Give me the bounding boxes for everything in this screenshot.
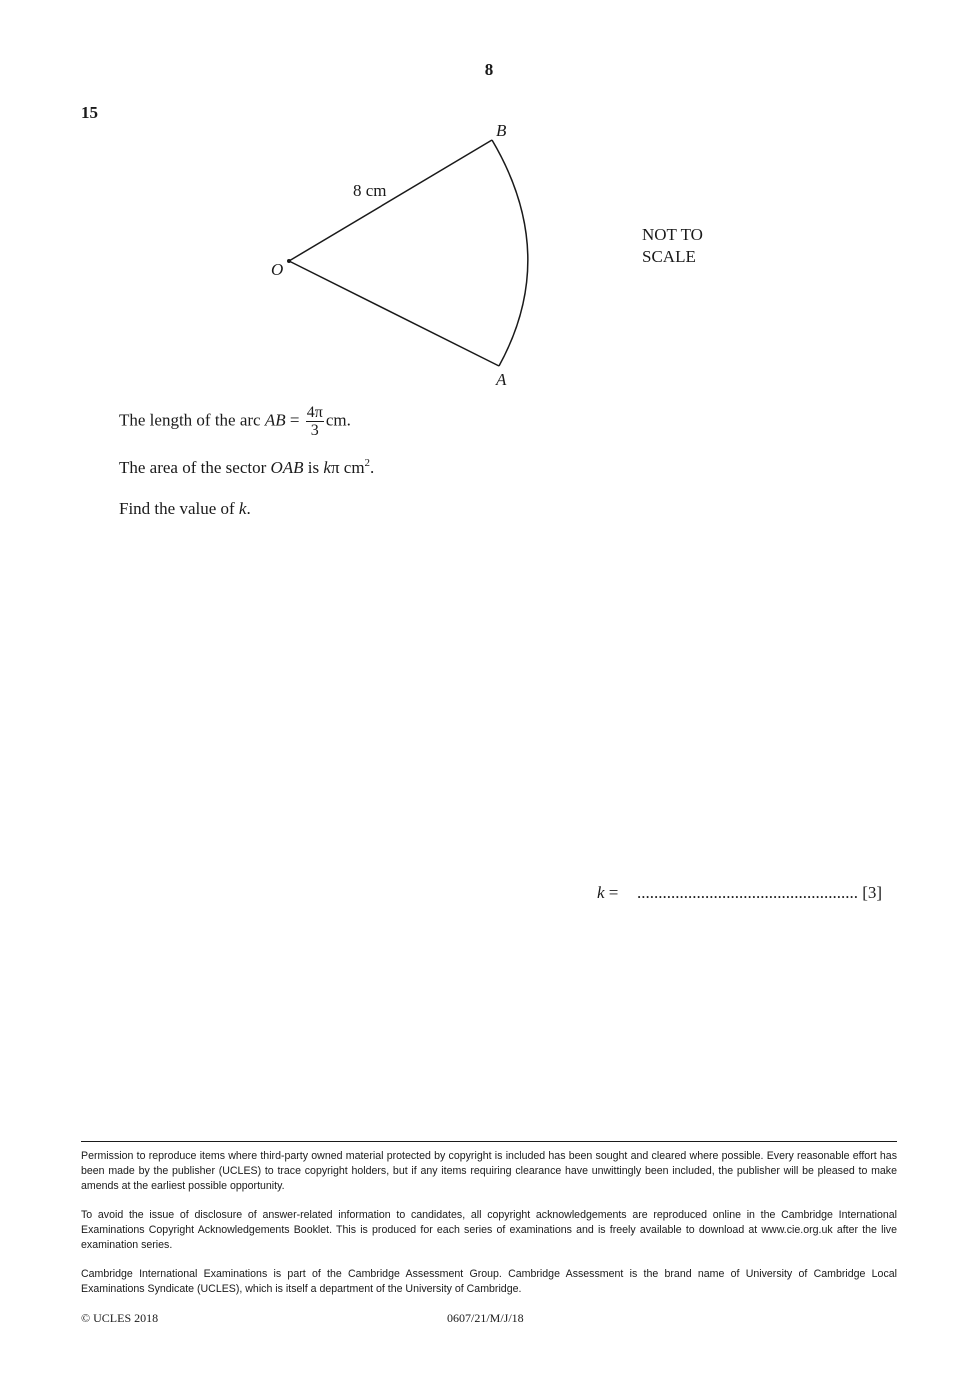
label-O: O	[271, 260, 284, 279]
marks: [3]	[862, 883, 883, 902]
footer-permission: Permission to reproduce items where third-party owned material protected by copyright is included has been sought and cleared where possible. Every reasonable effort has been made by the publisher (UCLES) to trace copyright holders, but if any items requiring clearance have unwittingly been included, the publisher will be pleased to make amends at the earliest possible opportunity.	[81, 1150, 897, 1192]
answer-label: k =	[597, 883, 619, 902]
label-A: A	[496, 370, 507, 389]
radius-OB	[289, 140, 492, 261]
point-O	[287, 259, 291, 263]
question-line-find: Find the value of k.	[119, 499, 251, 518]
not-to-scale-line1: NOT TO	[642, 225, 703, 244]
footer-divider	[81, 1141, 897, 1142]
page-number: 8	[484, 60, 494, 79]
question-number: 15	[81, 103, 98, 122]
answer-line[interactable]	[637, 883, 882, 903]
copyright: © UCLES 2018	[81, 1311, 159, 1325]
radius-OA	[289, 261, 499, 366]
radius-label: 8 cm	[353, 181, 387, 200]
not-to-scale-note	[642, 224, 703, 268]
question-line-arc: The length of the arc AB = $\frac{4\pi}{3}$ cm.	[119, 404, 351, 439]
label-B: B	[496, 121, 507, 140]
arc-AB	[492, 140, 528, 366]
paper-code: 0607/21/M/J/18	[447, 1311, 524, 1325]
footer-acknowledgements: To avoid the issue of disclosure of answer-related information to candidates, all copyright acknowledgements are reproduced online in the Cambridge International Examinations Copyright Acknowledgements Booklet. This is produced for each series of examinations and is freely available to download at www.cie.org.uk after the live examination series.	[81, 1209, 897, 1251]
sector-diagram	[0, 0, 978, 400]
fraction: $\frac{4\pi}{3}$	[306, 404, 323, 439]
answer-dots[interactable]: ....................................................	[637, 883, 858, 902]
footer-cambridge: Cambridge International Examinations is part of the Cambridge Assessment Group. Cambridge Assessment is the brand name of University of Cambridge Local Examinations Syndicate (UCLES), which is itself a department of the University of Cambridge.	[81, 1268, 897, 1295]
question-line-area: The area of the sector OAB is kπ $cm^2$.	[119, 457, 375, 477]
not-to-scale-line2: SCALE	[642, 247, 696, 266]
